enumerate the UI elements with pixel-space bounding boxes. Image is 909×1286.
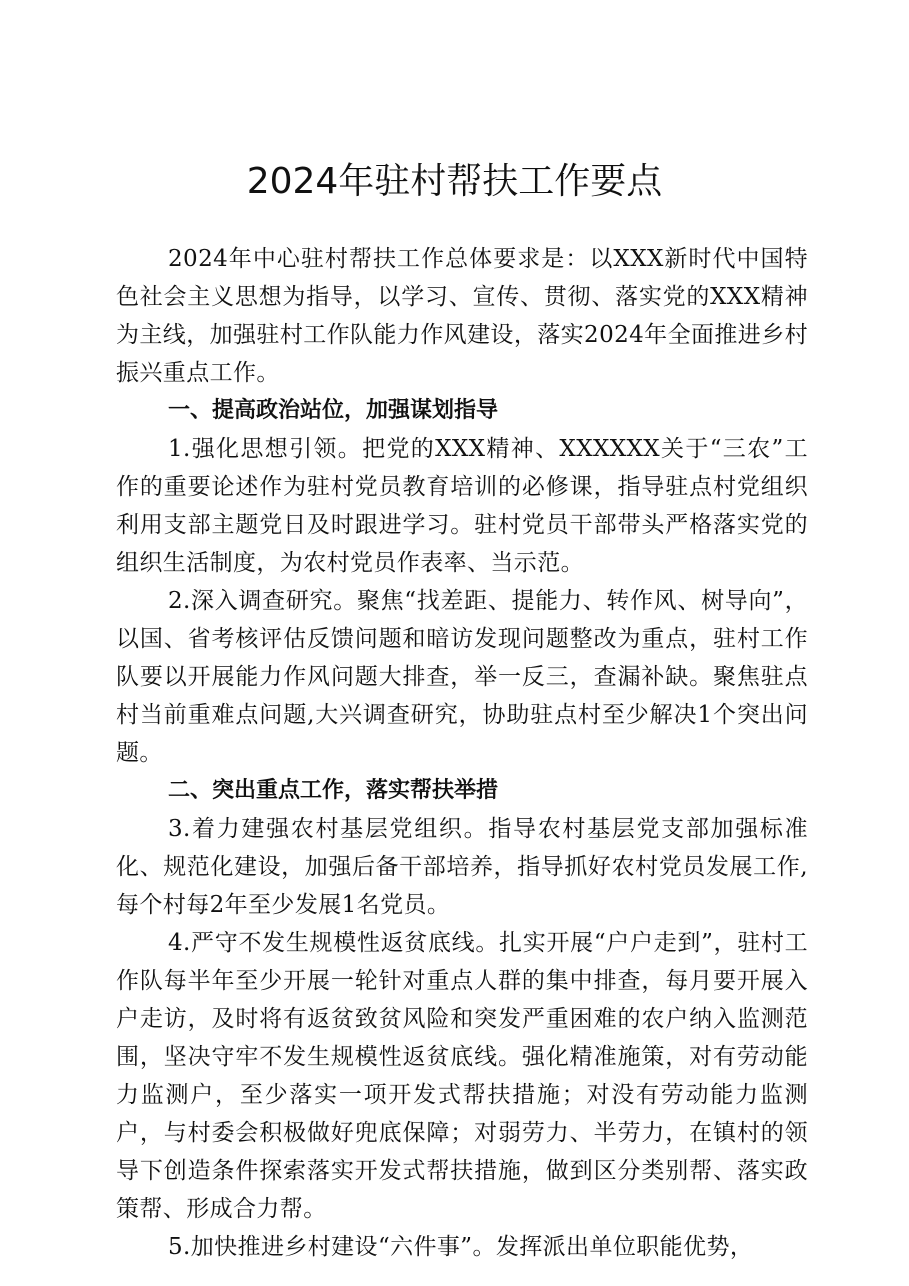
document-title: 2024年驻村帮扶工作要点: [246, 161, 663, 202]
item-paragraph-2: 2.深入调查研究。聚焦“找差距、提能力、转作风、树导向”，以国、省考核评估反馈问题和暗访发现问题整改为重点，驻村工作队要以开展能力作风问题大排查，举一反三，查漏补缺。聚焦驻点村当前重难点问题,大兴调查研究，协助驻点村至少解决1个突出问题。: [116, 588, 808, 766]
item-paragraph-1: 1.强化思想引领。把党的XXX精神、XXXXXX关于“三农”工作的重要论述作为驻村党员教育培训的必修课，指导驻点村党组织利用支部主题党日及时跟进学习。驻村党员干部带头严格落实党的组织生活制度，为农村党员作表率、当示范。: [116, 436, 808, 576]
item-paragraph-5: 5.加快推进乡村建设“六件事”。发挥派出单位职能优势，: [168, 1234, 754, 1260]
section-heading-2: 二、突出重点工作，落实帮扶举措: [168, 778, 499, 803]
item-paragraph-4: 4.严守不发生规模性返贫底线。扎实开展“户户走到”，驻村工作队每半年至少开展一轮针对重点人群的集中排查，每月要开展入户走访，及时将有返贫致贫风险和突发严重困难的农户纳入监测范围，坚决守牢不发生规模性返贫底线。强化精准施策，对有劳动能力监测户，至少落实一项开发式帮扶措施；对没有劳动能力监测户，与村委会积极做好兜底保障；对弱劳力、半劳力，在镇村的领导下创造条件探索落实开发式帮扶措施，做到区分类别帮、落实政策帮、形成合力帮。: [116, 930, 808, 1222]
intro-paragraph: 2024年中心驻村帮扶工作总体要求是：以XXX新时代中国特色社会主义思想为指导，以学习、宣传、贯彻、落实党的XXX精神为主线，加强驻村工作队能力作风建设，落实2024年全面推进乡村振兴重点工作。: [116, 246, 808, 386]
section-heading-1: 一、提高政治站位，加强谋划指导: [168, 398, 499, 423]
document-body: [116, 240, 808, 1266]
item-paragraph-3: 3.着力建强农村基层党组织。指导农村基层党支部加强标准化、规范化建设，加强后备干部培养，指导抓好农村党员发展工作,每个村每2年至少发展1名党员。: [116, 816, 808, 918]
